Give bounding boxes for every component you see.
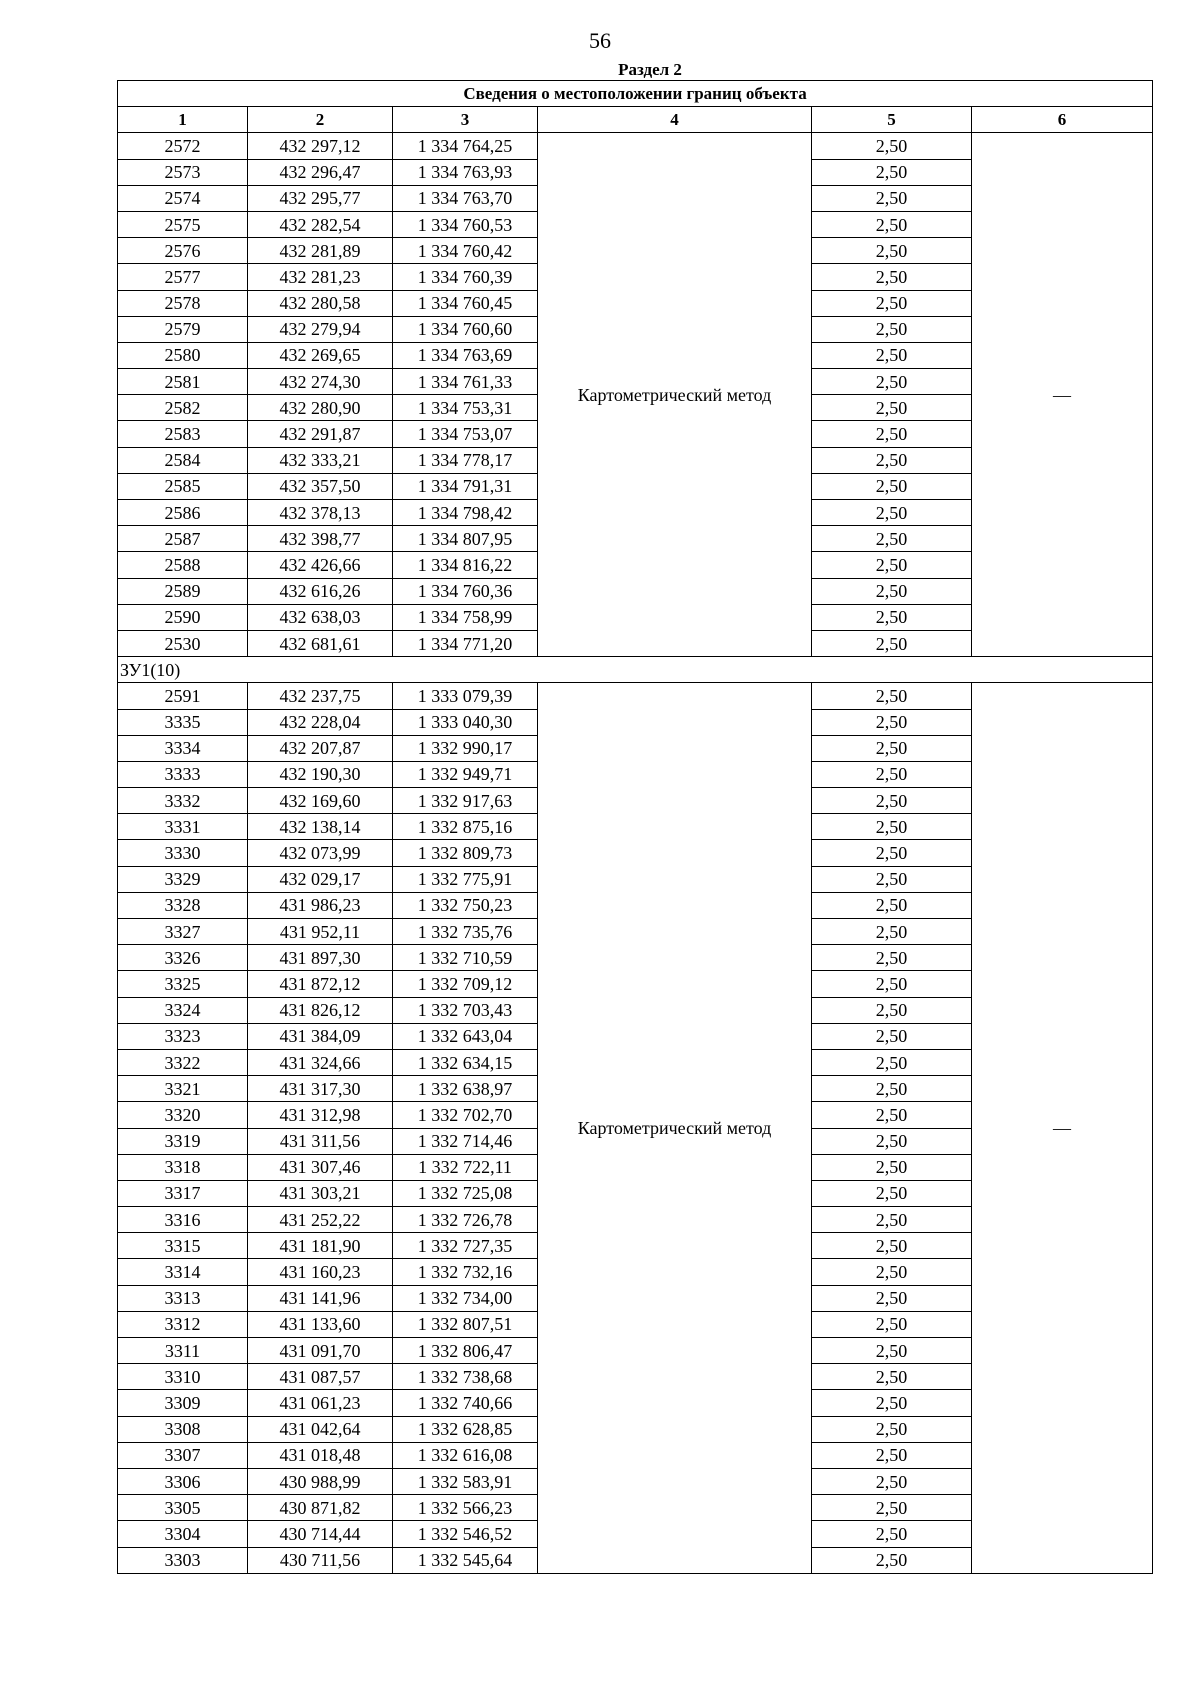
y-coordinate-cell: 1 334 753,07 (393, 421, 538, 447)
y-coordinate-cell: 1 334 763,69 (393, 342, 538, 368)
accuracy-cell: 2,50 (812, 919, 972, 945)
x-coordinate-cell: 432 295,77 (248, 185, 393, 211)
y-coordinate-cell: 1 334 771,20 (393, 630, 538, 656)
accuracy-cell: 2,50 (812, 133, 972, 159)
accuracy-cell: 2,50 (812, 788, 972, 814)
y-coordinate-cell: 1 334 758,99 (393, 604, 538, 630)
x-coordinate-cell: 431 307,46 (248, 1154, 393, 1180)
point-number-cell: 3303 (118, 1547, 248, 1573)
y-coordinate-cell: 1 332 732,16 (393, 1259, 538, 1285)
y-coordinate-cell: 1 334 816,22 (393, 552, 538, 578)
x-coordinate-cell: 430 711,56 (248, 1547, 393, 1573)
x-coordinate-cell: 431 986,23 (248, 892, 393, 918)
y-coordinate-cell: 1 332 583,91 (393, 1468, 538, 1494)
x-coordinate-cell: 432 207,87 (248, 735, 393, 761)
group-label-row (118, 657, 1153, 683)
accuracy-cell: 2,50 (812, 735, 972, 761)
accuracy-cell: 2,50 (812, 185, 972, 211)
x-coordinate-cell: 432 297,12 (248, 133, 393, 159)
accuracy-cell: 2,50 (812, 1076, 972, 1102)
accuracy-cell: 2,50 (812, 238, 972, 264)
accuracy-cell: 2,50 (812, 1364, 972, 1390)
x-coordinate-cell: 432 228,04 (248, 709, 393, 735)
point-number-cell: 3320 (118, 1102, 248, 1128)
point-number-cell: 3325 (118, 971, 248, 997)
y-coordinate-cell: 1 332 734,00 (393, 1285, 538, 1311)
point-number-cell: 2574 (118, 185, 248, 211)
section-title: Раздел 2 (618, 60, 682, 79)
x-coordinate-cell: 432 398,77 (248, 526, 393, 552)
y-coordinate-cell: 1 332 545,64 (393, 1547, 538, 1573)
y-coordinate-cell: 1 332 714,46 (393, 1128, 538, 1154)
x-coordinate-cell: 431 087,57 (248, 1364, 393, 1390)
accuracy-cell: 2,50 (812, 814, 972, 840)
y-coordinate-cell: 1 332 628,85 (393, 1416, 538, 1442)
x-coordinate-cell: 431 141,96 (248, 1285, 393, 1311)
accuracy-cell: 2,50 (812, 159, 972, 185)
column-header: 1 (118, 107, 248, 133)
x-coordinate-cell: 431 311,56 (248, 1128, 393, 1154)
y-coordinate-cell: 1 332 703,43 (393, 997, 538, 1023)
x-coordinate-cell: 432 357,50 (248, 473, 393, 499)
x-coordinate-cell: 432 281,89 (248, 238, 393, 264)
x-coordinate-cell: 431 303,21 (248, 1180, 393, 1206)
accuracy-cell: 2,50 (812, 500, 972, 526)
y-coordinate-cell: 1 332 634,15 (393, 1049, 538, 1075)
y-coordinate-cell: 1 332 616,08 (393, 1442, 538, 1468)
point-number-cell: 3318 (118, 1154, 248, 1180)
x-coordinate-cell: 432 073,99 (248, 840, 393, 866)
point-number-cell: 3322 (118, 1049, 248, 1075)
point-number-cell: 2579 (118, 316, 248, 342)
y-coordinate-cell: 1 334 760,39 (393, 264, 538, 290)
table-row (118, 133, 1153, 159)
y-coordinate-cell: 1 332 709,12 (393, 971, 538, 997)
y-coordinate-cell: 1 332 806,47 (393, 1338, 538, 1364)
point-number-cell: 3335 (118, 709, 248, 735)
y-coordinate-cell: 1 334 760,36 (393, 578, 538, 604)
point-number-cell: 2577 (118, 264, 248, 290)
accuracy-cell: 2,50 (812, 526, 972, 552)
point-number-cell: 3313 (118, 1285, 248, 1311)
accuracy-cell: 2,50 (812, 1547, 972, 1573)
y-coordinate-cell: 1 332 949,71 (393, 761, 538, 787)
accuracy-cell: 2,50 (812, 840, 972, 866)
accuracy-cell: 2,50 (812, 1023, 972, 1049)
x-coordinate-cell: 432 029,17 (248, 866, 393, 892)
accuracy-cell: 2,50 (812, 997, 972, 1023)
y-coordinate-cell: 1 334 760,42 (393, 238, 538, 264)
point-number-cell: 3323 (118, 1023, 248, 1049)
column-header: 4 (538, 107, 812, 133)
accuracy-cell: 2,50 (812, 1495, 972, 1521)
method-cell: Картометрический метод (538, 133, 812, 657)
x-coordinate-cell: 431 252,22 (248, 1207, 393, 1233)
point-number-cell: 2591 (118, 683, 248, 709)
accuracy-cell: 2,50 (812, 1049, 972, 1075)
accuracy-cell: 2,50 (812, 1285, 972, 1311)
x-coordinate-cell: 432 291,87 (248, 421, 393, 447)
point-number-cell: 3315 (118, 1233, 248, 1259)
point-number-cell: 3308 (118, 1416, 248, 1442)
point-number-cell: 3330 (118, 840, 248, 866)
point-number-cell: 3314 (118, 1259, 248, 1285)
point-number-cell: 2583 (118, 421, 248, 447)
point-number-cell: 2530 (118, 630, 248, 656)
point-number-cell: 3329 (118, 866, 248, 892)
y-coordinate-cell: 1 334 761,33 (393, 369, 538, 395)
accuracy-cell: 2,50 (812, 1390, 972, 1416)
accuracy-cell: 2,50 (812, 578, 972, 604)
point-number-cell: 3304 (118, 1521, 248, 1547)
y-coordinate-cell: 1 332 546,52 (393, 1521, 538, 1547)
y-coordinate-cell: 1 334 760,53 (393, 211, 538, 237)
x-coordinate-cell: 432 280,58 (248, 290, 393, 316)
point-number-cell: 2573 (118, 159, 248, 185)
point-number-cell: 3306 (118, 1468, 248, 1494)
accuracy-cell: 2,50 (812, 369, 972, 395)
x-coordinate-cell: 431 317,30 (248, 1076, 393, 1102)
method-cell: Картометрический метод (538, 683, 812, 1573)
x-coordinate-cell: 432 333,21 (248, 447, 393, 473)
accuracy-cell: 2,50 (812, 552, 972, 578)
accuracy-cell: 2,50 (812, 945, 972, 971)
point-number-cell: 2586 (118, 500, 248, 526)
y-coordinate-cell: 1 333 079,39 (393, 683, 538, 709)
accuracy-cell: 2,50 (812, 211, 972, 237)
column-header: 6 (972, 107, 1153, 133)
y-coordinate-cell: 1 332 917,63 (393, 788, 538, 814)
y-coordinate-cell: 1 334 763,93 (393, 159, 538, 185)
y-coordinate-cell: 1 334 760,60 (393, 316, 538, 342)
point-number-cell: 2578 (118, 290, 248, 316)
table-row (118, 683, 1153, 709)
y-coordinate-cell: 1 332 740,66 (393, 1390, 538, 1416)
y-coordinate-cell: 1 332 990,17 (393, 735, 538, 761)
x-coordinate-cell: 432 681,61 (248, 630, 393, 656)
point-number-cell: 3324 (118, 997, 248, 1023)
point-number-cell: 3305 (118, 1495, 248, 1521)
point-number-cell: 3321 (118, 1076, 248, 1102)
y-coordinate-cell: 1 334 760,45 (393, 290, 538, 316)
accuracy-cell: 2,50 (812, 1521, 972, 1547)
x-coordinate-cell: 432 190,30 (248, 761, 393, 787)
column-header: 3 (393, 107, 538, 133)
point-number-cell: 2588 (118, 552, 248, 578)
accuracy-cell: 2,50 (812, 709, 972, 735)
y-coordinate-cell: 1 332 775,91 (393, 866, 538, 892)
point-number-cell: 3334 (118, 735, 248, 761)
point-number-cell: 3331 (118, 814, 248, 840)
col6-cell: — (972, 133, 1153, 657)
accuracy-cell: 2,50 (812, 1207, 972, 1233)
boundary-table (117, 80, 1153, 1574)
accuracy-cell: 2,50 (812, 1180, 972, 1206)
x-coordinate-cell: 432 281,23 (248, 264, 393, 290)
x-coordinate-cell: 432 282,54 (248, 211, 393, 237)
y-coordinate-cell: 1 334 778,17 (393, 447, 538, 473)
accuracy-cell: 2,50 (812, 1442, 972, 1468)
group-label: ЗУ1(10) (118, 657, 1153, 683)
column-header: 5 (812, 107, 972, 133)
x-coordinate-cell: 432 269,65 (248, 342, 393, 368)
x-coordinate-cell: 431 312,98 (248, 1102, 393, 1128)
accuracy-cell: 2,50 (812, 473, 972, 499)
accuracy-cell: 2,50 (812, 630, 972, 656)
x-coordinate-cell: 431 384,09 (248, 1023, 393, 1049)
accuracy-cell: 2,50 (812, 421, 972, 447)
accuracy-cell: 2,50 (812, 892, 972, 918)
x-coordinate-cell: 431 872,12 (248, 971, 393, 997)
accuracy-cell: 2,50 (812, 761, 972, 787)
x-coordinate-cell: 432 638,03 (248, 604, 393, 630)
accuracy-cell: 2,50 (812, 1102, 972, 1128)
x-coordinate-cell: 432 616,26 (248, 578, 393, 604)
x-coordinate-cell: 430 988,99 (248, 1468, 393, 1494)
y-coordinate-cell: 1 332 726,78 (393, 1207, 538, 1233)
accuracy-cell: 2,50 (812, 1259, 972, 1285)
point-number-cell: 3333 (118, 761, 248, 787)
column-header-row (118, 107, 1153, 133)
point-number-cell: 2587 (118, 526, 248, 552)
accuracy-cell: 2,50 (812, 1128, 972, 1154)
x-coordinate-cell: 431 324,66 (248, 1049, 393, 1075)
y-coordinate-cell: 1 332 566,23 (393, 1495, 538, 1521)
x-coordinate-cell: 432 426,66 (248, 552, 393, 578)
accuracy-cell: 2,50 (812, 1338, 972, 1364)
accuracy-cell: 2,50 (812, 316, 972, 342)
x-coordinate-cell: 431 181,90 (248, 1233, 393, 1259)
point-number-cell: 2575 (118, 211, 248, 237)
x-coordinate-cell: 431 897,30 (248, 945, 393, 971)
point-number-cell: 2572 (118, 133, 248, 159)
point-number-cell: 2576 (118, 238, 248, 264)
x-coordinate-cell: 431 018,48 (248, 1442, 393, 1468)
y-coordinate-cell: 1 332 643,04 (393, 1023, 538, 1049)
x-coordinate-cell: 431 826,12 (248, 997, 393, 1023)
x-coordinate-cell: 431 042,64 (248, 1416, 393, 1442)
point-number-cell: 3312 (118, 1311, 248, 1337)
point-number-cell: 3307 (118, 1442, 248, 1468)
accuracy-cell: 2,50 (812, 604, 972, 630)
point-number-cell: 3319 (118, 1128, 248, 1154)
x-coordinate-cell: 431 952,11 (248, 919, 393, 945)
accuracy-cell: 2,50 (812, 395, 972, 421)
x-coordinate-cell: 432 296,47 (248, 159, 393, 185)
y-coordinate-cell: 1 332 702,70 (393, 1102, 538, 1128)
x-coordinate-cell: 431 091,70 (248, 1338, 393, 1364)
point-number-cell: 3311 (118, 1338, 248, 1364)
accuracy-cell: 2,50 (812, 447, 972, 473)
point-number-cell: 2581 (118, 369, 248, 395)
y-coordinate-cell: 1 332 807,51 (393, 1311, 538, 1337)
point-number-cell: 3328 (118, 892, 248, 918)
table-body (118, 133, 1153, 1573)
y-coordinate-cell: 1 332 725,08 (393, 1180, 538, 1206)
y-coordinate-cell: 1 333 040,30 (393, 709, 538, 735)
x-coordinate-cell: 431 160,23 (248, 1259, 393, 1285)
x-coordinate-cell: 431 133,60 (248, 1311, 393, 1337)
x-coordinate-cell: 432 138,14 (248, 814, 393, 840)
x-coordinate-cell: 430 871,82 (248, 1495, 393, 1521)
y-coordinate-cell: 1 332 735,76 (393, 919, 538, 945)
point-number-cell: 2585 (118, 473, 248, 499)
y-coordinate-cell: 1 332 722,11 (393, 1154, 538, 1180)
accuracy-cell: 2,50 (812, 971, 972, 997)
accuracy-cell: 2,50 (812, 264, 972, 290)
y-coordinate-cell: 1 332 738,68 (393, 1364, 538, 1390)
x-coordinate-cell: 432 280,90 (248, 395, 393, 421)
accuracy-cell: 2,50 (812, 342, 972, 368)
accuracy-cell: 2,50 (812, 1154, 972, 1180)
point-number-cell: 2589 (118, 578, 248, 604)
y-coordinate-cell: 1 334 763,70 (393, 185, 538, 211)
point-number-cell: 3317 (118, 1180, 248, 1206)
y-coordinate-cell: 1 332 710,59 (393, 945, 538, 971)
accuracy-cell: 2,50 (812, 1416, 972, 1442)
y-coordinate-cell: 1 332 809,73 (393, 840, 538, 866)
y-coordinate-cell: 1 332 875,16 (393, 814, 538, 840)
col6-cell: — (972, 683, 1153, 1573)
point-number-cell: 2582 (118, 395, 248, 421)
y-coordinate-cell: 1 334 753,31 (393, 395, 538, 421)
y-coordinate-cell: 1 332 638,97 (393, 1076, 538, 1102)
y-coordinate-cell: 1 332 727,35 (393, 1233, 538, 1259)
x-coordinate-cell: 432 169,60 (248, 788, 393, 814)
accuracy-cell: 2,50 (812, 683, 972, 709)
column-header: 2 (248, 107, 393, 133)
point-number-cell: 3327 (118, 919, 248, 945)
y-coordinate-cell: 1 332 750,23 (393, 892, 538, 918)
point-number-cell: 3309 (118, 1390, 248, 1416)
x-coordinate-cell: 430 714,44 (248, 1521, 393, 1547)
x-coordinate-cell: 432 237,75 (248, 683, 393, 709)
point-number-cell: 2584 (118, 447, 248, 473)
x-coordinate-cell: 431 061,23 (248, 1390, 393, 1416)
accuracy-cell: 2,50 (812, 866, 972, 892)
x-coordinate-cell: 432 279,94 (248, 316, 393, 342)
table-caption-row (118, 81, 1153, 107)
point-number-cell: 3332 (118, 788, 248, 814)
accuracy-cell: 2,50 (812, 290, 972, 316)
point-number-cell: 3310 (118, 1364, 248, 1390)
point-number-cell: 3316 (118, 1207, 248, 1233)
y-coordinate-cell: 1 334 798,42 (393, 500, 538, 526)
point-number-cell: 3326 (118, 945, 248, 971)
x-coordinate-cell: 432 378,13 (248, 500, 393, 526)
y-coordinate-cell: 1 334 807,95 (393, 526, 538, 552)
accuracy-cell: 2,50 (812, 1311, 972, 1337)
y-coordinate-cell: 1 334 764,25 (393, 133, 538, 159)
point-number-cell: 2580 (118, 342, 248, 368)
accuracy-cell: 2,50 (812, 1468, 972, 1494)
point-number-cell: 2590 (118, 604, 248, 630)
accuracy-cell: 2,50 (812, 1233, 972, 1259)
table-caption: Сведения о местоположении границ объекта (118, 81, 1153, 107)
x-coordinate-cell: 432 274,30 (248, 369, 393, 395)
y-coordinate-cell: 1 334 791,31 (393, 473, 538, 499)
page-number: 56 (589, 28, 611, 53)
